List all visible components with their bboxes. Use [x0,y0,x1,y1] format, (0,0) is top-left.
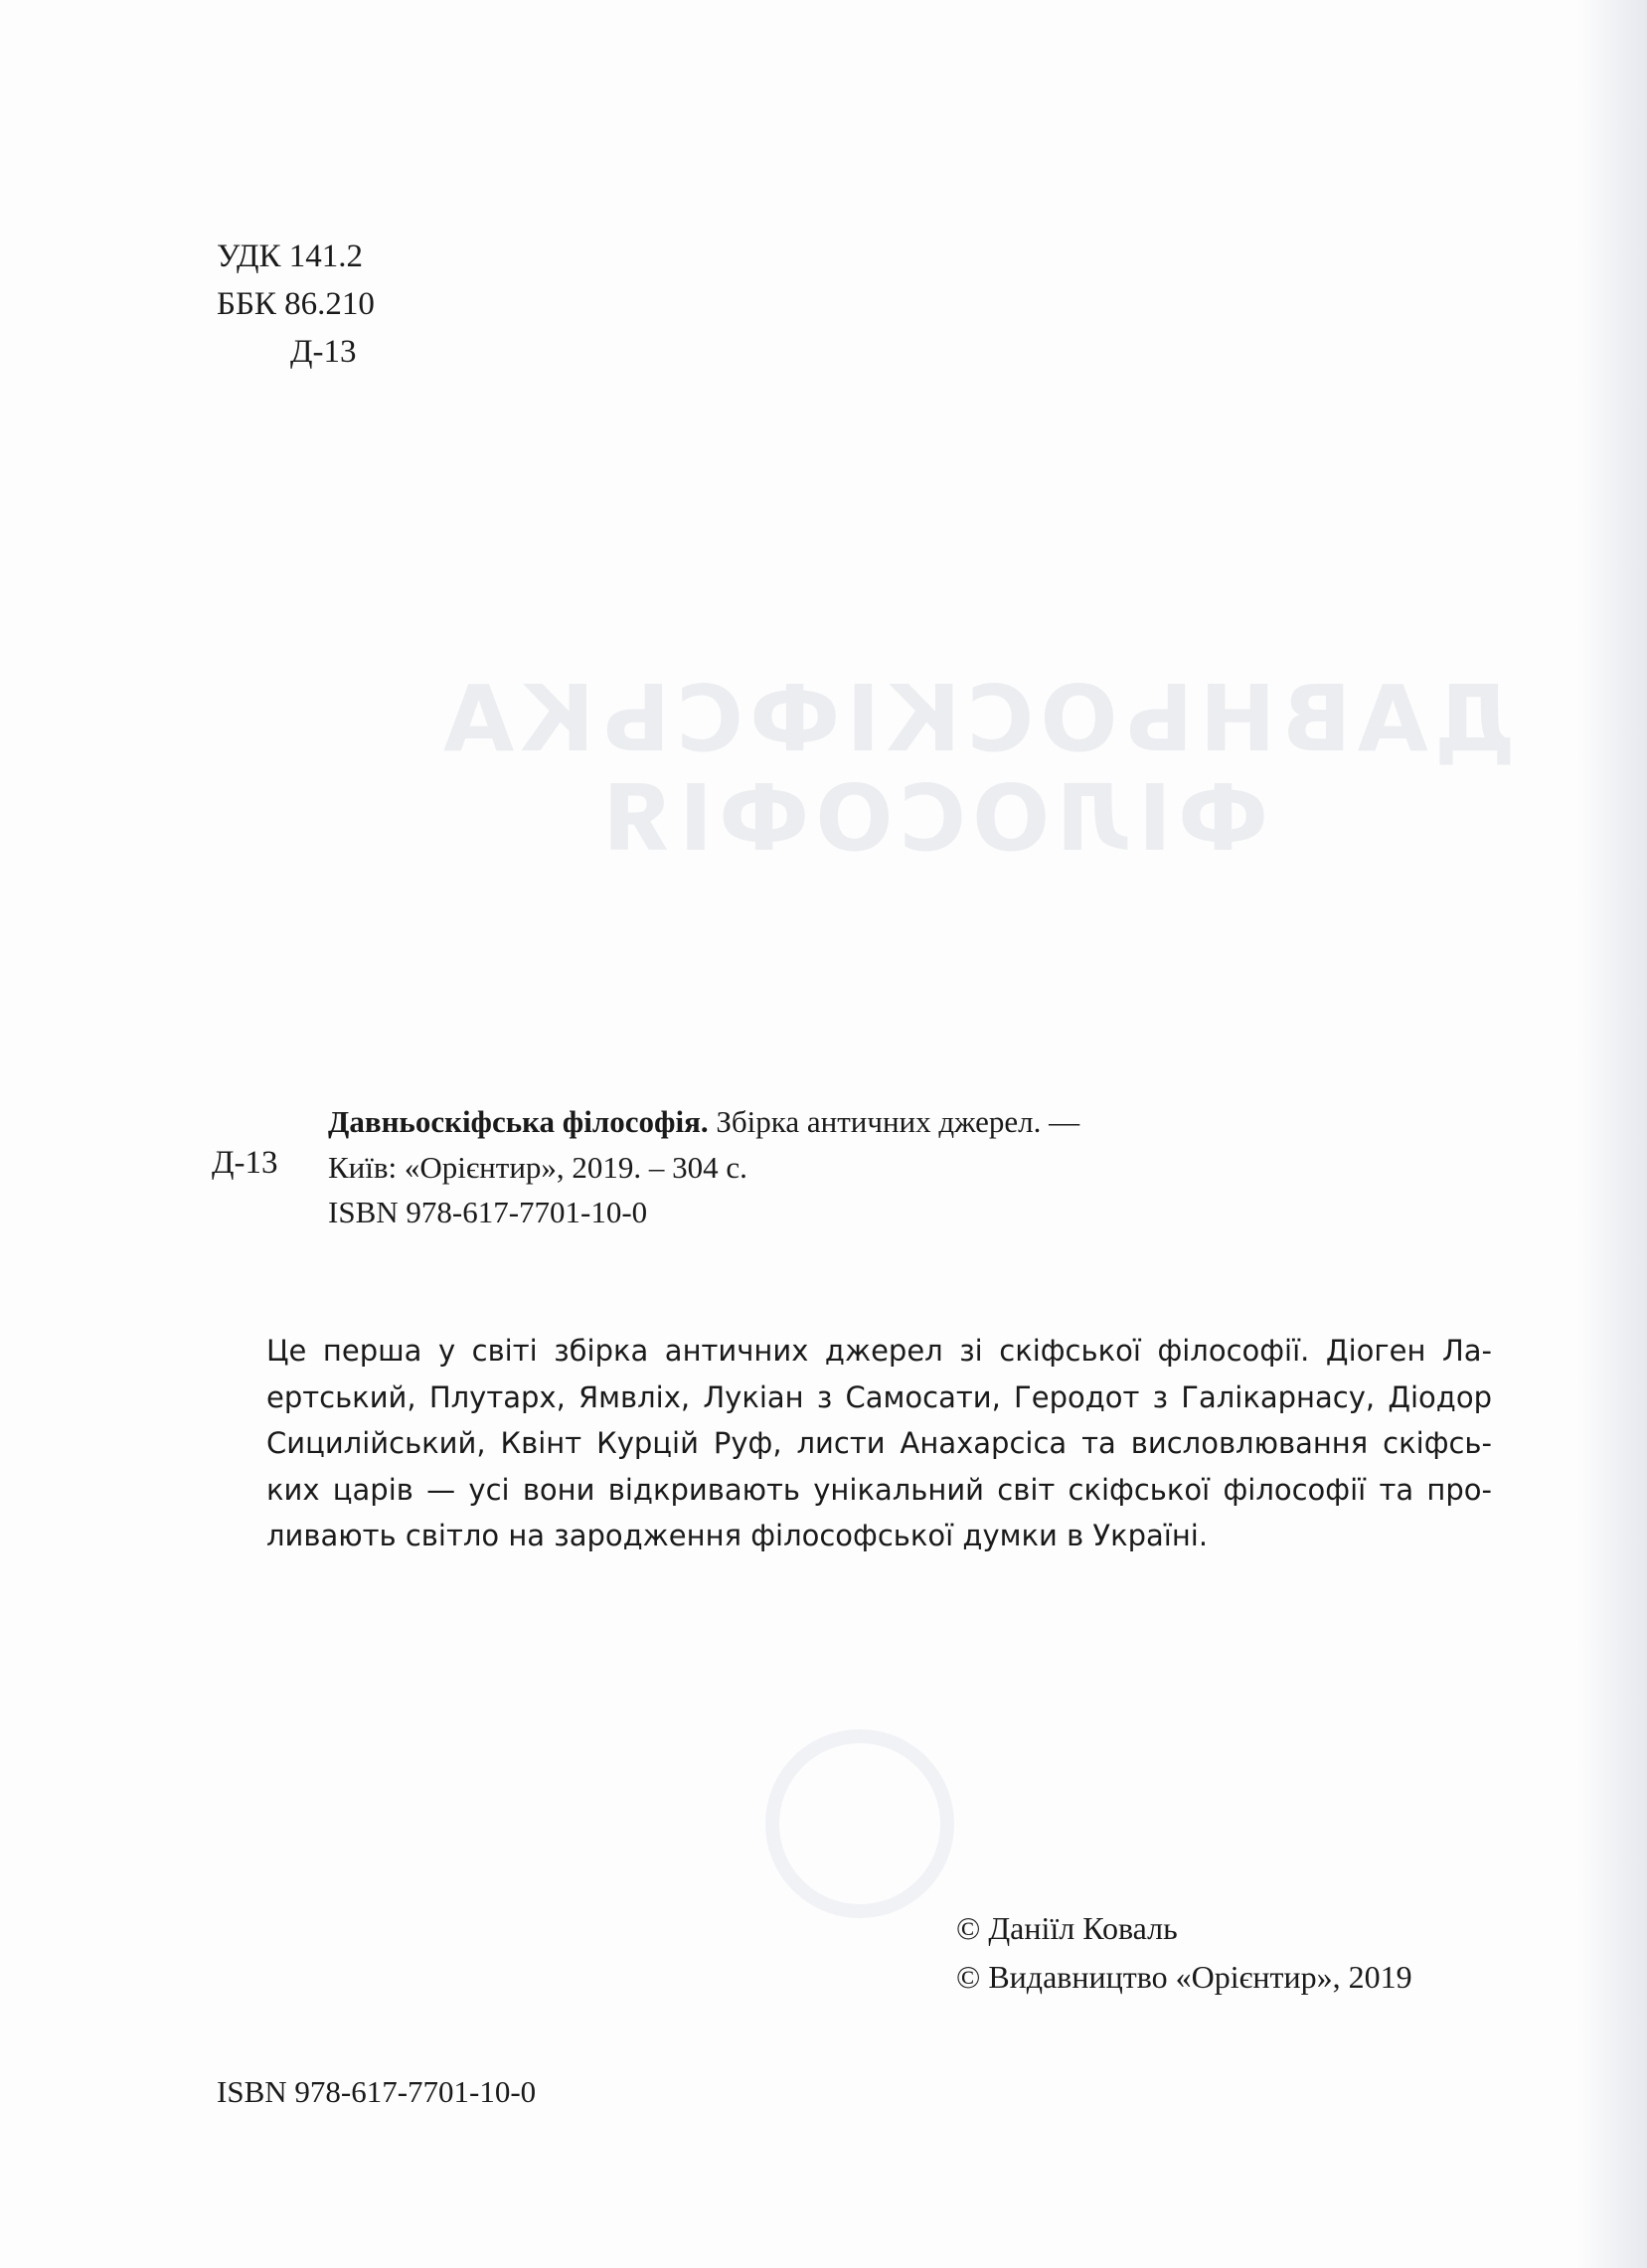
author-sign: Д-13 [290,334,357,370]
publication-info: Київ: «Орієнтир», 2019. – 304 с. [328,1150,747,1185]
book-title: Давньоскіфська філософія. [328,1104,709,1139]
annotation-line: Це перша у світі збірка античних джерел зі скіфської філософії. Діоген Ла- [266,1334,1492,1368]
udk-code: УДК 141.2 [217,239,364,274]
bib-title-line [328,1099,1079,1144]
page-edge-shadow [1577,0,1647,2268]
copyright-author: © Даніїл Коваль [956,1910,1178,1946]
show-through-text: ФІЛОСОФІЯ [596,765,1269,872]
annotation-line: Сицилійський, Квінт Курцій Руф, листи Анахарсіса та висловлювання скіфсь- [266,1426,1492,1460]
bib-author-sign: Д-13 [212,1145,278,1181]
book-subtitle: Збірка античних джерел. — [716,1104,1080,1139]
annotation [266,1328,1492,1559]
bib-isbn: ISBN 978-617-7701-10-0 [328,1195,648,1229]
footer-isbn: ISBN 978-617-7701-10-0 [217,2074,537,2109]
annotation-line: ертський, Плутарх, Ямвліх, Лукіан з Самосати, Геродот з Галікарнасу, Діодор [266,1379,1492,1414]
annotation-line: ких царів — усі вони відкривають унікальний світ скіфської філософії та про- [266,1472,1492,1507]
show-through-emblem [765,1729,954,1918]
show-through-text: ДАВНЬОСКІФСЬКА [437,666,1516,772]
bbk-code: ББК 86.210 [217,286,375,322]
annotation-line: ливають світло на зародження філософської думки в Україні. [266,1519,1209,1552]
copyright-publisher: © Видавництво «Орієнтир», 2019 [956,1959,1412,1995]
